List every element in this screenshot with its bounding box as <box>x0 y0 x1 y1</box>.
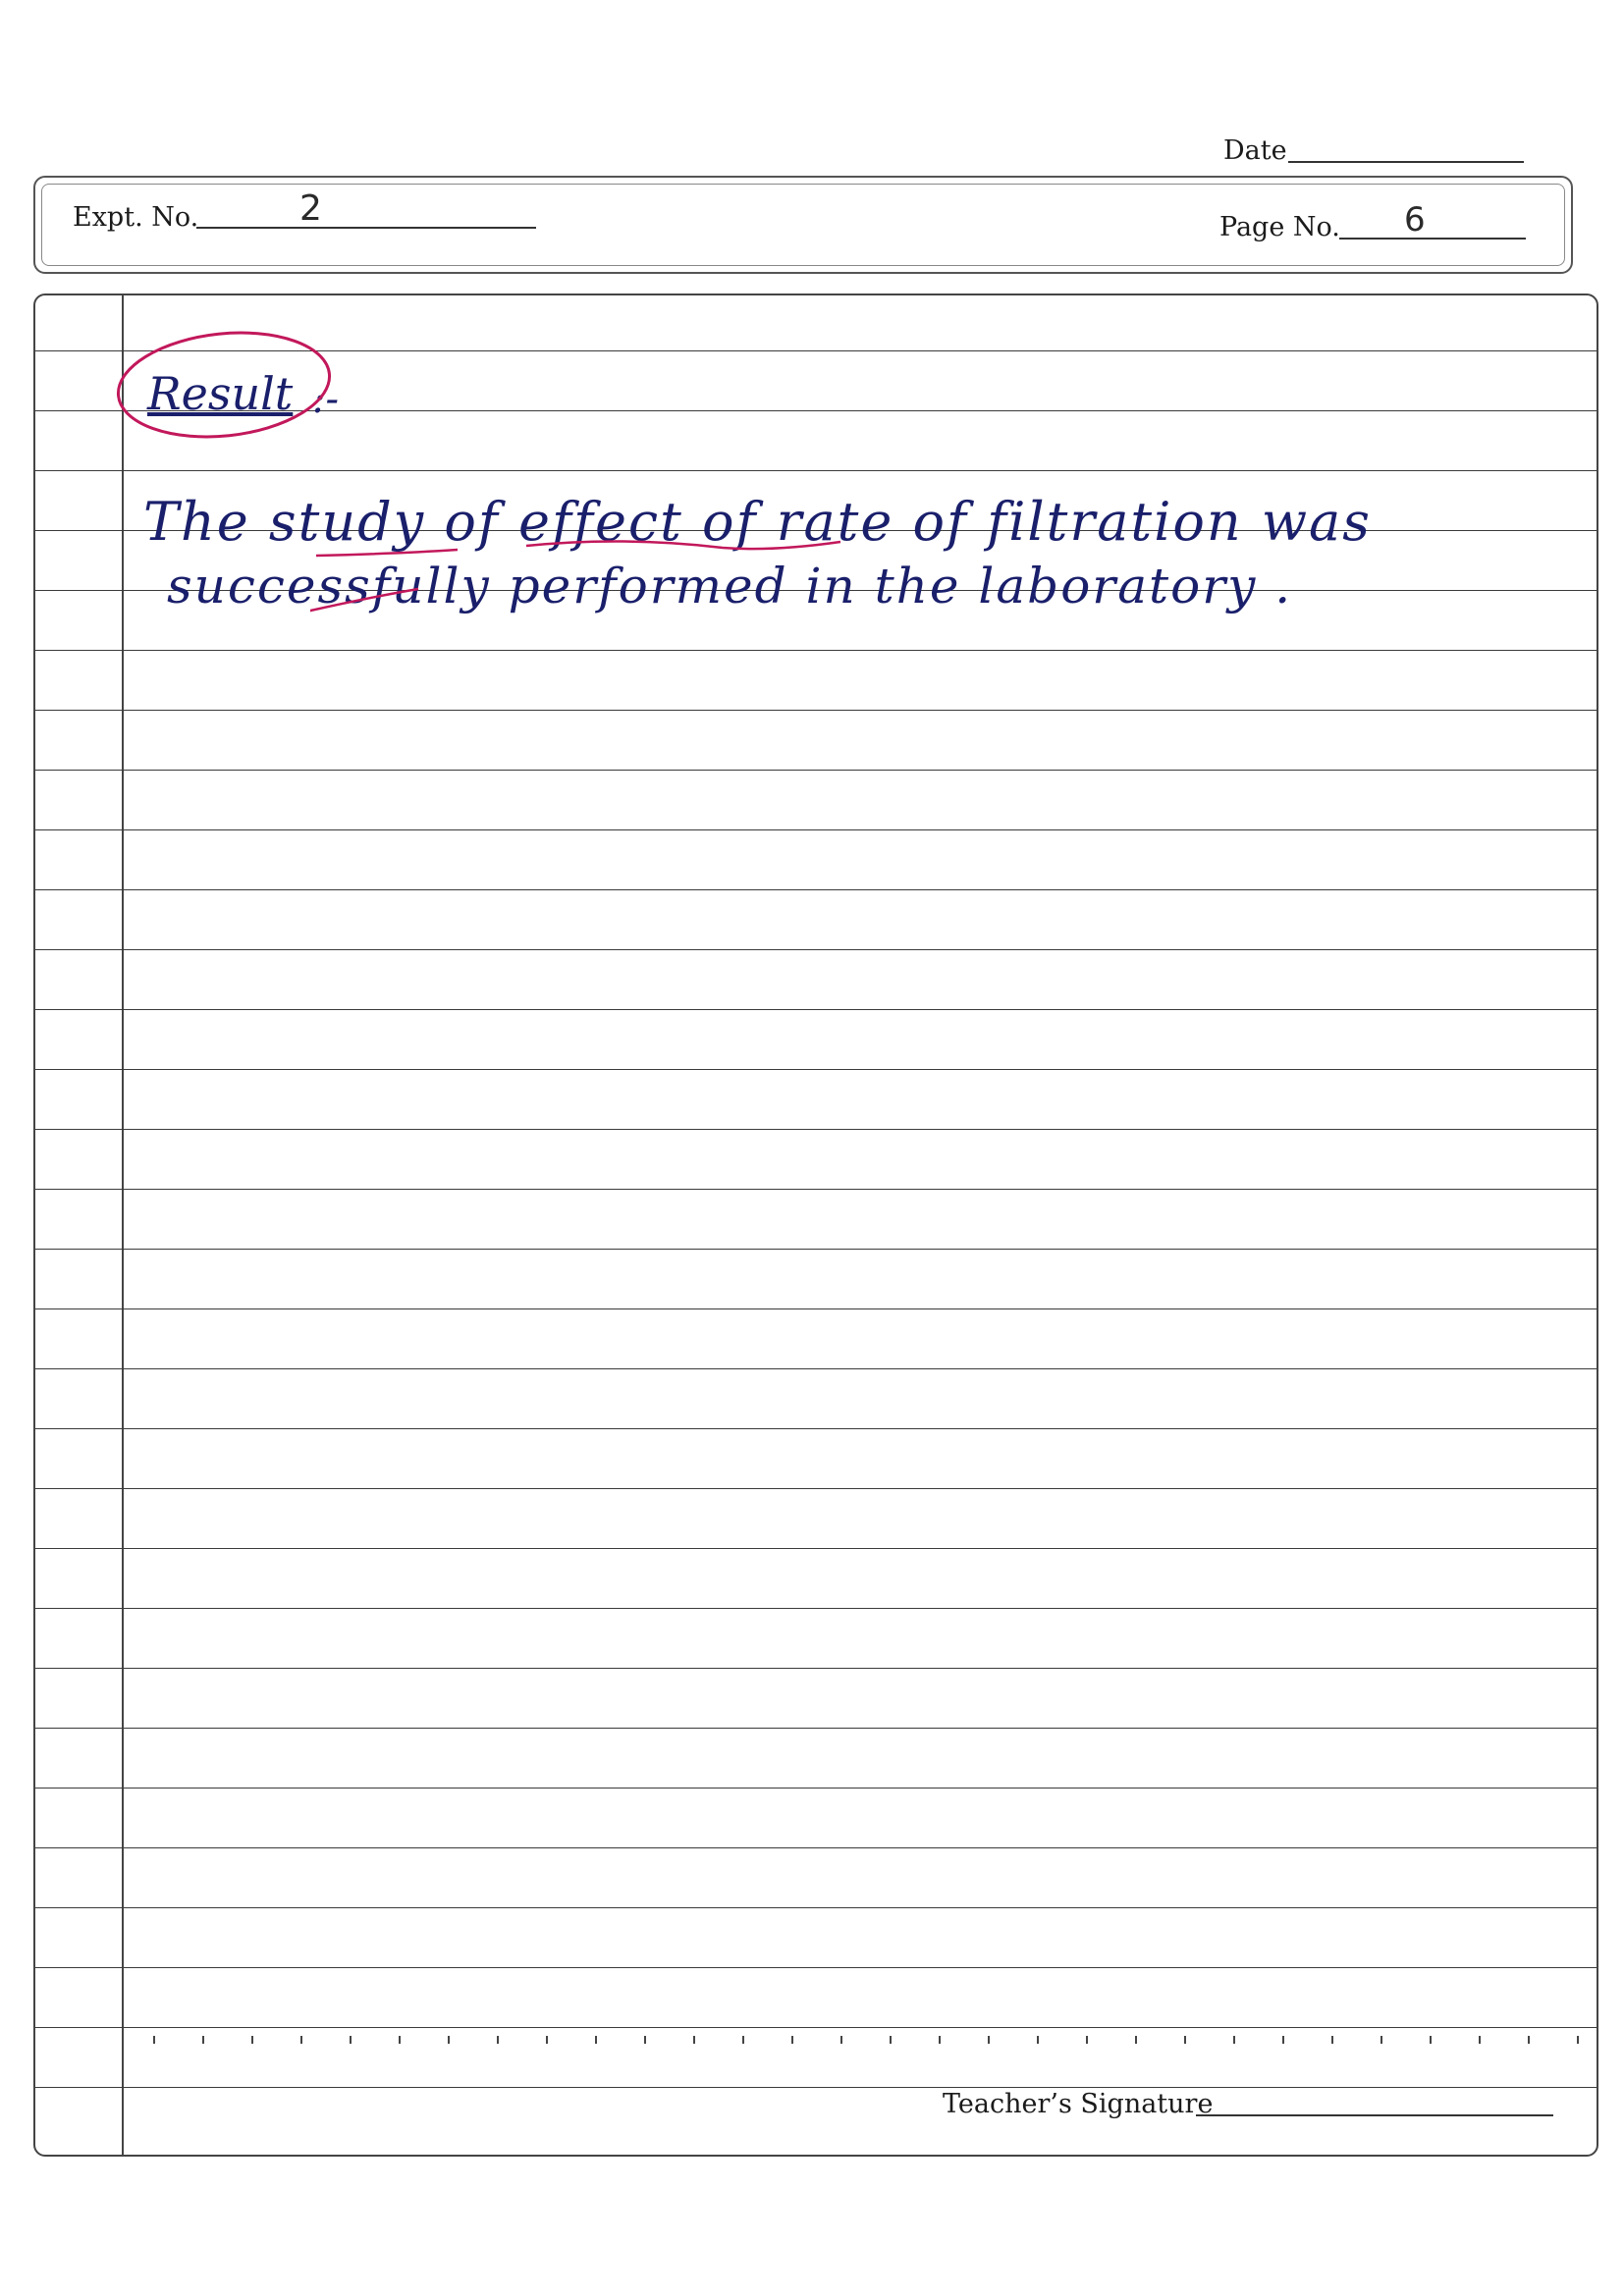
tick-mark <box>890 2036 892 2044</box>
tick-mark <box>202 2036 204 2044</box>
ruled-line <box>35 2027 1597 2028</box>
tick-mark <box>448 2036 450 2044</box>
underline-marks <box>310 507 860 624</box>
ruled-line <box>35 1368 1597 1369</box>
result-heading: Result <box>147 367 294 420</box>
tick-mark <box>1233 2036 1235 2044</box>
tick-marks <box>153 2036 1577 2046</box>
tick-mark <box>595 2036 597 2044</box>
ruled-line <box>35 650 1597 651</box>
tick-mark <box>1380 2036 1382 2044</box>
ruled-line <box>35 770 1597 771</box>
tick-mark <box>644 2036 646 2044</box>
tick-mark <box>1528 2036 1530 2044</box>
tick-mark <box>840 2036 842 2044</box>
teacher-signature-label: Teacher’s Signature <box>943 2089 1214 2119</box>
page-no-label: Page No. <box>1219 212 1340 242</box>
expt-no-field[interactable] <box>196 188 536 229</box>
result-line-1: The study of effect of rate of filtration was <box>143 491 1372 553</box>
page-no-field[interactable] <box>1339 200 1526 240</box>
ruled-line <box>35 470 1597 471</box>
ruled-line <box>35 1009 1597 1010</box>
tick-mark <box>693 2036 695 2044</box>
ruled-line <box>35 889 1597 890</box>
tick-mark <box>1086 2036 1088 2044</box>
teacher-signature-field[interactable] <box>1196 2114 1553 2116</box>
tick-mark <box>1479 2036 1481 2044</box>
ruled-line <box>35 1608 1597 1609</box>
teacher-circle-mark <box>106 322 342 444</box>
ruled-line <box>35 1129 1597 1130</box>
ruled-line <box>35 949 1597 950</box>
ruled-line <box>35 1249 1597 1250</box>
tick-mark <box>399 2036 401 2044</box>
tick-mark <box>1577 2036 1579 2044</box>
tick-mark <box>939 2036 941 2044</box>
tick-mark <box>546 2036 548 2044</box>
ruled-line <box>35 2087 1597 2088</box>
page-no-value: 6 <box>1404 200 1426 240</box>
tick-mark <box>988 2036 990 2044</box>
tick-mark <box>1135 2036 1137 2044</box>
ruled-line <box>35 829 1597 830</box>
ruled-line <box>35 1907 1597 1908</box>
ruled-line <box>35 1548 1597 1549</box>
ruled-line <box>35 1668 1597 1669</box>
tick-mark <box>1331 2036 1333 2044</box>
tick-mark <box>1282 2036 1284 2044</box>
ruled-line <box>35 1308 1597 1309</box>
tick-mark <box>791 2036 793 2044</box>
ruled-line <box>35 1428 1597 1429</box>
ruled-line <box>35 1488 1597 1489</box>
tick-mark <box>1037 2036 1039 2044</box>
date-field[interactable] <box>1288 161 1524 163</box>
tick-mark <box>497 2036 499 2044</box>
ruled-line <box>35 1189 1597 1190</box>
tick-mark <box>251 2036 253 2044</box>
ruled-line <box>35 1847 1597 1848</box>
ruled-line <box>35 1967 1597 1968</box>
result-heading-colon: :- <box>312 377 339 422</box>
tick-mark <box>742 2036 744 2044</box>
tick-mark <box>350 2036 352 2044</box>
tick-mark <box>1184 2036 1186 2044</box>
date-label: Date <box>1223 135 1287 166</box>
ruled-line <box>35 1069 1597 1070</box>
experiment-header-box <box>33 176 1573 274</box>
ruled-line <box>35 1788 1597 1789</box>
ruled-line <box>35 710 1597 711</box>
tick-mark <box>1430 2036 1432 2044</box>
expt-no-value: 2 <box>299 188 322 229</box>
expt-no-label: Expt. No. <box>73 202 199 233</box>
result-line-2: successfully performed in the laboratory . <box>167 558 1293 614</box>
ruled-line <box>35 1728 1597 1729</box>
tick-mark <box>300 2036 302 2044</box>
tick-mark <box>153 2036 155 2044</box>
margin-line <box>122 295 124 2155</box>
